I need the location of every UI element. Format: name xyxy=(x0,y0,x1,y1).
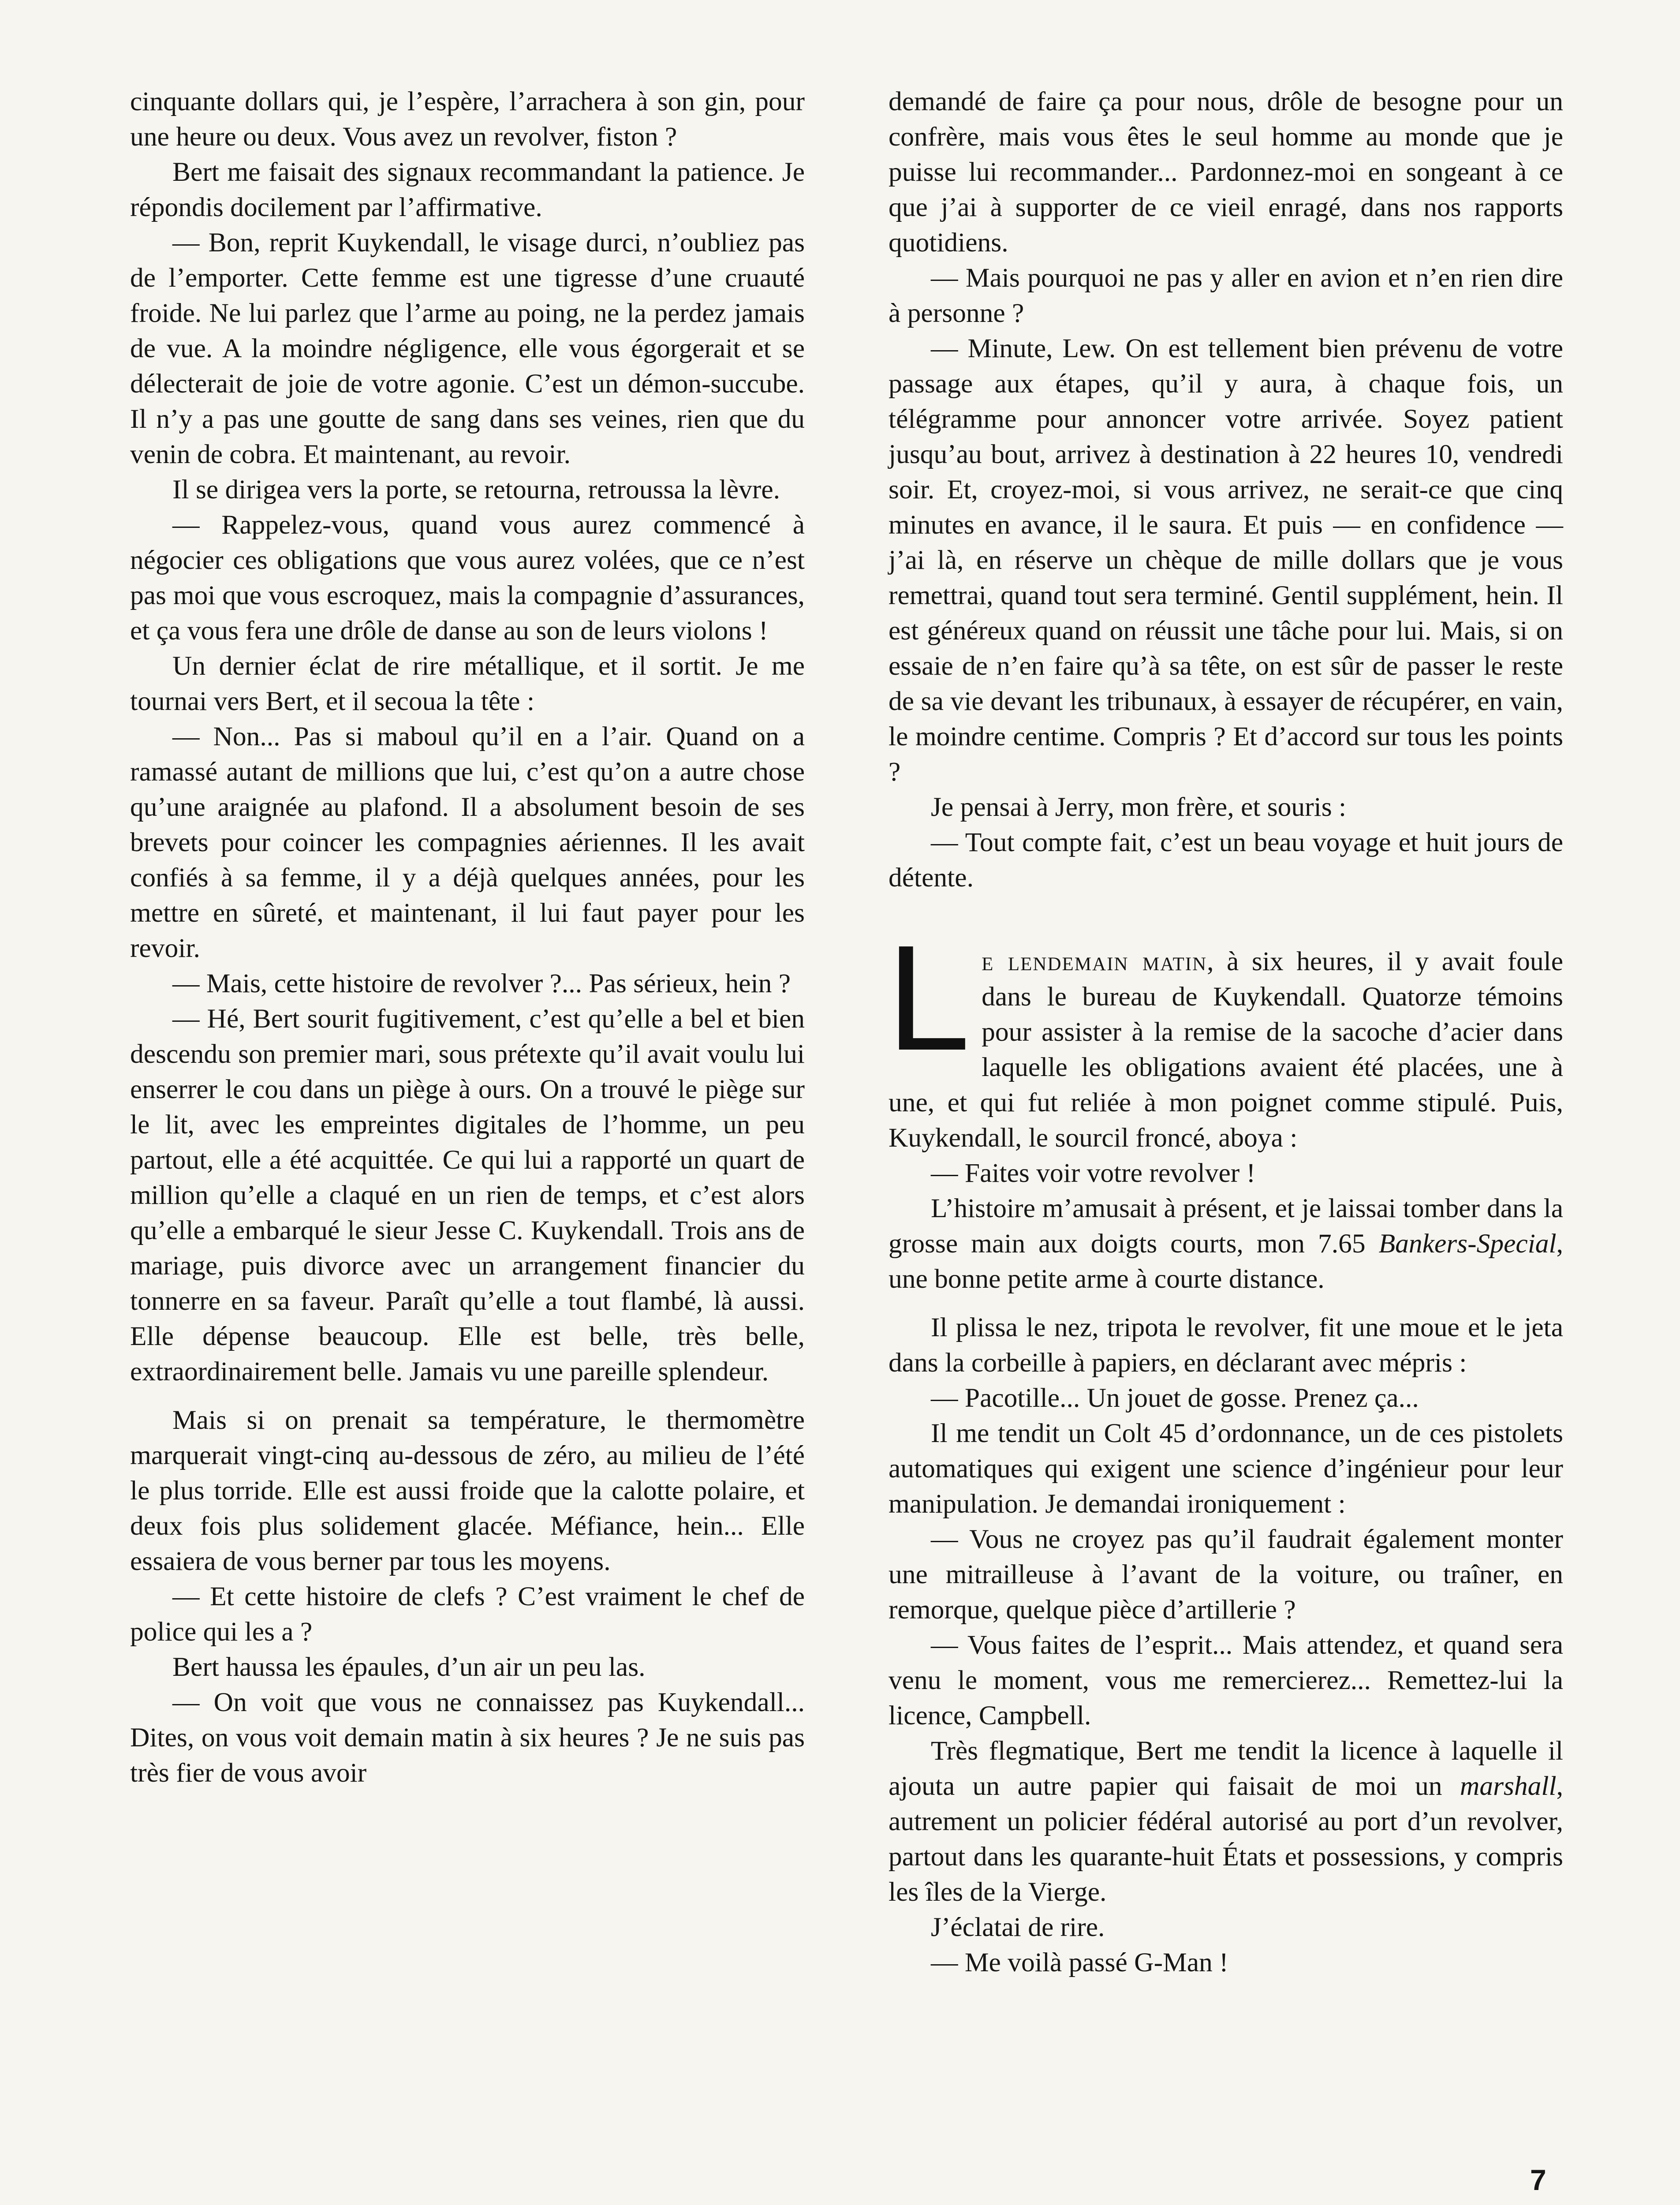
right-column xyxy=(889,84,1563,1980)
paragraph: Bert haussa les épaules, d’un air un peu las. xyxy=(172,1652,646,1682)
paragraph: Un dernier éclat de rire métallique, et il sortit. Je me tournai vers Bert, et il secoua la tête : xyxy=(130,651,805,716)
drop-cap: L xyxy=(887,914,971,1082)
right-column-bottom xyxy=(889,1155,1563,1980)
paragraph: Je pensai à Jerry, mon frère, et souris : xyxy=(931,792,1347,822)
paragraph: — Non... Pas si maboul qu’il en a l’air. Quand on a ramassé autant de millions que lui, c’est qu’on a autre chose qu’une araignée au plafond. Il a absolument besoin de ses brevets pour coincer les compagnies aériennes. Il les avait confiés à sa femme, il y a déjà quelques années, pour les mettre en sûreté, et maintenant, il lui faut payer pour les revoir. xyxy=(130,721,805,963)
paragraph: — Tout compte fait, c’est un beau voyage et huit jours de détente. xyxy=(889,827,1563,893)
paragraph: — Mais pourquoi ne pas y aller en avion et n’en rien dire à personne ? xyxy=(889,263,1563,328)
paragraph: Il me tendit un Colt 45 d’ordonnance, un de ces pistolets automatiques qui exigent une science d’ingénieur pour leur manipulation. Je demandai ironiquement : xyxy=(889,1418,1563,1519)
paragraph: Bert me faisait des signaux recommandant la patience. Je répondis docilement par l’affirmative. xyxy=(130,157,805,222)
paragraph: — Rappelez-vous, quand vous aurez commencé à négocier ces obligations que vous aurez volées, que ce n’est pas moi que vous escroquez, mais la compagnie d’assurances, et ça vous fera une drôle de danse au son de leurs violons ! xyxy=(130,510,805,646)
paragraph: — Vous faites de l’esprit... Mais attendez, et quand sera venu le moment, vous me remercierez... Remettez-lui la licence, Campbell. xyxy=(889,1630,1563,1730)
paragraph: — Hé, Bert sourit fugitivement, c’est qu’elle a bel et bien descendu son premier mari, sous prétexte qu’il avait voulu lui enserrer le cou dans un piège à ours. On a trouvé le piège sur le lit, avec les empreintes digitales de l’homme, un peu partout, elle a été acquittée. Ce qui lui a rapporté un quart de million qu’elle a claqué en un rien de temps, et c’est alors qu’elle a embarqué le sieur Jesse C. Kuykendall. Trois ans de mariage, puis divorce avec un arrangement financier du tonnerre en sa faveur. Paraît qu’elle a tout flambé, là aussi. Elle dépense beaucoup. Elle est belle, très belle, extraordinairement belle. Jamais vu une pareille splendeur. xyxy=(130,1004,805,1387)
page-number: 7 xyxy=(1530,2164,1546,2196)
paragraph: Mais si on prenait sa température, le thermomètre marquerait vingt-cinq au-dessous de zéro, au milieu de l’été le plus torride. Elle est aussi froide que la calotte polaire, et deux fois plus solidement glacée. Méfiance, hein... Elle essaiera de vous berner par tous les moyens. xyxy=(130,1405,805,1576)
paragraph: J’éclatai de rire. xyxy=(931,1912,1105,1942)
section-opening xyxy=(887,914,1563,1155)
paragraph: — Me voilà passé G-Man ! xyxy=(931,1947,1228,1977)
paragraph: — Bon, reprit Kuykendall, le visage durci, n’oubliez pas de l’emporter. Cette femme est une tigresse d’une cruauté froide. Ne lui parlez que l’arme au poing, ne la perdez jamais de vue. A la moindre négligence, elle vous égorgerait et se délecterait de joie de votre agonie. C’est un démon-succube. Il n’y a pas une goutte de sang dans ses veines, rien que du venin de cobra. Et maintenant, au revoir. xyxy=(130,228,805,469)
paragraph: demandé de faire ça pour nous, drôle de besogne pour un confrère, mais vous êtes le seul homme au monde que je puisse lui recommander... Pardonnez-moi en songeant à ce que j’ai à supporter de ce vieil enragé, dans nos rapports quotidiens. xyxy=(889,86,1563,258)
paragraph: — Pacotille... Un jouet de gosse. Prenez ça... xyxy=(931,1383,1419,1413)
paragraph: Il plissa le nez, tripota le revolver, fit une moue et le jeta dans la corbeille à papiers, en déclarant avec mépris : xyxy=(889,1312,1563,1378)
paragraph: L’histoire m’amusait à présent, et je laissai tomber dans la grosse main aux doigts courts, mon 7.65 Bankers-Special, une bonne petite arme à courte distance. xyxy=(889,1193,1563,1294)
paragraph: — Faites voir votre revolver ! xyxy=(931,1158,1256,1188)
paragraph: — Minute, Lew. On est tellement bien prévenu de votre passage aux étapes, qu’il y aura, à chaque fois, un télégramme pour annoncer votre arrivée. Soyez patient jusqu’au bout, arrivez à destination à 22 heures 10, vendredi soir. Et, croyez-moi, si vous arrivez, ne serait-ce que cinq minutes en avance, il le saura. Et puis — en confidence — j’ai là, en réserve un chèque de mille dollars que je vous remettrai, quand tout sera terminé. Gentil supplément, hein. Il est généreux quand on réussit une tâche pour lui. Mais, si on essaie de n’en faire qu’à sa tête, on est sûr de passer le reste de sa vie devant les tribunaux, à essayer de récupérer, en vain, le moindre centime. Compris ? Et d’accord sur tous les points ? xyxy=(889,333,1563,787)
left-column xyxy=(130,84,805,1790)
section-opening-text: , à six heures, il y avait foule dans le bureau de Kuykendall. Quatorze témoins pour assister à la remise de la sacoche d’acier dans laquelle les obligations avaient été placées, une à une, et qui fut reliée à mon poignet comme stipulé. Puis, Kuykendall, le sourcil froncé, aboya : xyxy=(889,946,1563,1153)
paragraph: — On voit que vous ne connaissez pas Kuykendall... Dites, on vous voit demain matin à six heures ? Je ne suis pas très fier de vous avoir xyxy=(130,1687,805,1788)
paragraph: — Et cette histoire de clefs ? C’est vraiment le chef de police qui les a ? xyxy=(130,1581,805,1647)
paragraph: Il se dirigea vers la porte, se retourna, retroussa la lèvre. xyxy=(172,475,780,505)
paragraph: — Mais, cette histoire de revolver ?... Pas sérieux, hein ? xyxy=(172,968,791,998)
paragraph: Très flegmatique, Bert me tendit la licence à laquelle il ajouta un autre papier qui faisait de moi un marshall, autrement un policier fédéral autorisé au port d’un revolver, partout dans les quarante-huit États et possessions, y compris les îles de la Vierge. xyxy=(889,1736,1563,1907)
paragraph: cinquante dollars qui, je l’espère, l’arrachera à son gin, pour une heure ou deux. Vous avez un revolver, fiston ? xyxy=(130,86,805,152)
paragraph: — Vous ne croyez pas qu’il faudrait également monter une mitrailleuse à l’avant de la voiture, ou traîner, en remorque, quelque pièce d’artillerie ? xyxy=(889,1524,1563,1625)
right-column-top xyxy=(889,84,1563,895)
section-smallcaps-lead: e lendemain matin xyxy=(982,946,1207,976)
